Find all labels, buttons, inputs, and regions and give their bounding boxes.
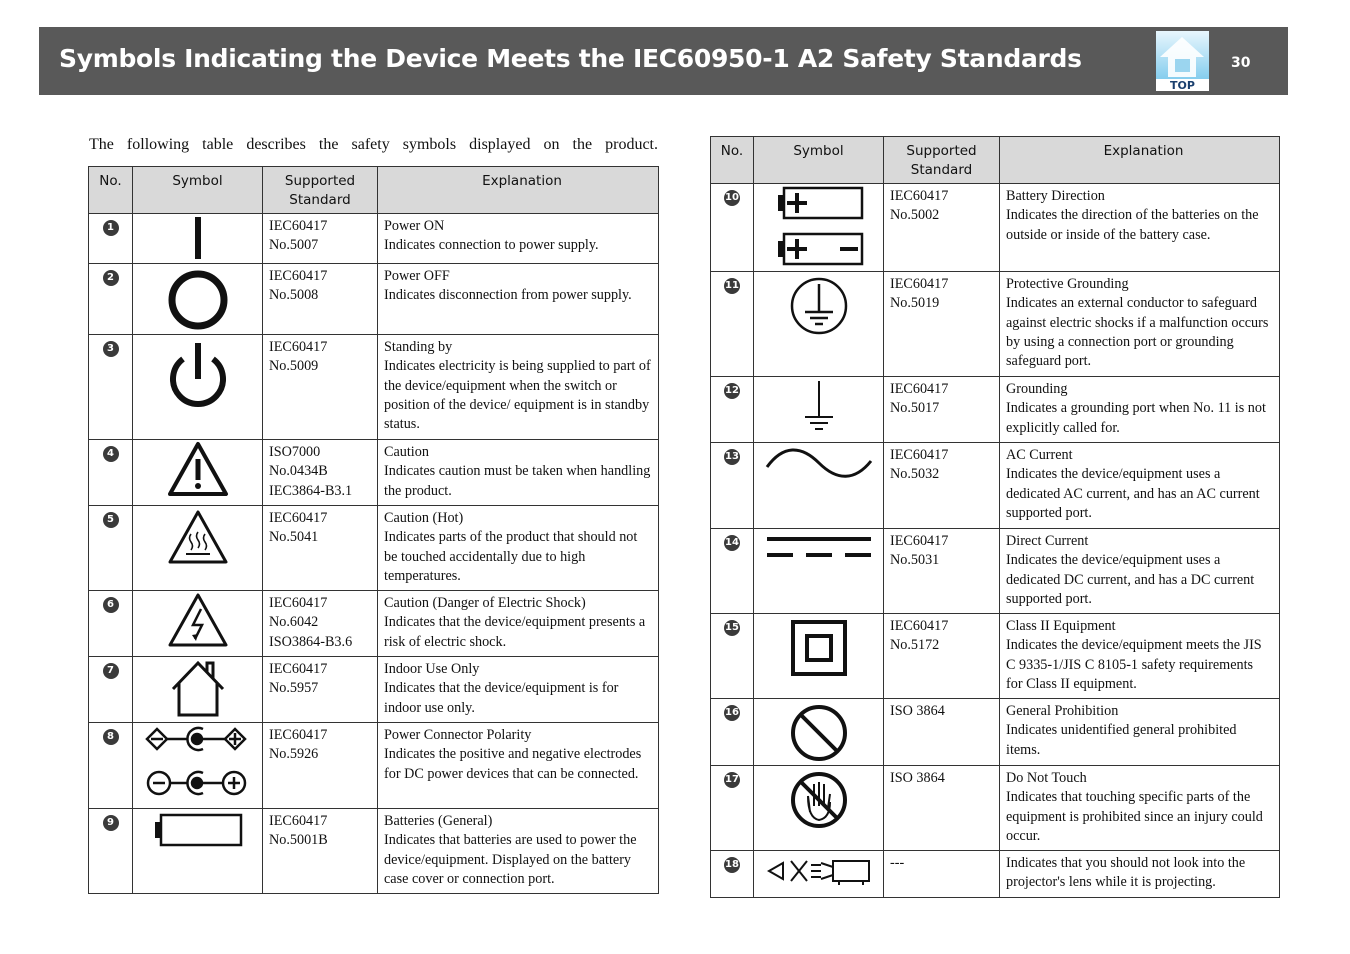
cell-text: Indicates that touching specific parts of the equipment is prohibited since an injury could occur. (1006, 789, 1263, 844)
row-number: 6 (103, 597, 119, 613)
cell-text: IEC60417 (269, 661, 328, 677)
class-ii-equipment-icon (786, 614, 852, 680)
table-row (89, 335, 659, 440)
supported-standard-cell (884, 766, 1000, 851)
cell-text: No.5002 (890, 207, 940, 224)
table-row (89, 214, 659, 264)
battery-icon (153, 809, 243, 853)
cell-text: --- (890, 855, 905, 871)
table-row (711, 272, 1280, 377)
table-row (711, 443, 1280, 529)
cell-text: IEC60417 (890, 381, 949, 397)
symbols-table-right (710, 136, 1280, 898)
cell-text: Protective Grounding (1006, 276, 1129, 292)
cell-text: AC Current (1006, 447, 1073, 463)
supported-standard-cell (884, 851, 1000, 898)
explanation-cell (378, 809, 659, 894)
explanation-cell (378, 214, 659, 264)
number-cell (89, 264, 133, 335)
symbol-cell (133, 591, 263, 657)
row-number: 10 (724, 190, 740, 206)
cell-text: IEC60417 (269, 339, 328, 355)
cell-text: Indicates the device/equipment uses a dedicated AC current, and has an AC current supported port. (1006, 466, 1260, 521)
number-cell (89, 657, 133, 723)
cell-text: IEC60417 (269, 727, 328, 743)
cell-text: Supported (284, 173, 356, 189)
dc-current-icon (763, 529, 875, 569)
row-number: 3 (103, 341, 119, 357)
cell-text: Indoor Use Only (384, 661, 480, 677)
row-number: 8 (103, 729, 119, 745)
cell-text: Indicates parts of the product that should not be touched accidentally due to high temperatures. (384, 529, 638, 584)
row-number: 9 (103, 815, 119, 831)
page-title: Symbols Indicating the Device Meets the IEC60950-1 A2 Safety Standards (59, 44, 1082, 73)
supported-standard-cell (263, 264, 378, 335)
protective-grounding-icon (786, 272, 852, 338)
cell-text: IEC60417 (269, 595, 328, 611)
number-cell (711, 766, 754, 851)
col-symbol: Symbol (133, 167, 263, 214)
symbol-cell (133, 214, 263, 264)
table-header-row (89, 167, 659, 214)
explanation-cell (378, 440, 659, 506)
cell-text: IEC60417 (890, 447, 949, 463)
power-on-icon (188, 214, 208, 260)
cell-text: Power ON (384, 218, 445, 234)
cell-text: Indicates that the device/equipment presents a risk of electric shock. (384, 614, 646, 650)
connector-polarity-icon (143, 723, 253, 799)
cell-text: Standing by (384, 339, 453, 355)
table-row (711, 377, 1280, 443)
row-number: 17 (724, 772, 740, 788)
cell-text: IEC60417 (269, 510, 328, 526)
number-cell (711, 443, 754, 529)
symbol-cell (133, 723, 263, 809)
standby-icon (165, 335, 231, 411)
svg-text:TOP: TOP (1170, 79, 1195, 91)
supported-standard-cell (263, 723, 378, 809)
table-row (89, 723, 659, 809)
row-number: 5 (103, 512, 119, 528)
indoor-use-icon (165, 657, 231, 719)
cell-text: Direct Current (1006, 533, 1089, 549)
supported-standard-cell (263, 657, 378, 723)
caution-icon (166, 440, 230, 500)
supported-standard-cell (263, 335, 378, 440)
number-cell (711, 184, 754, 272)
number-cell (89, 723, 133, 809)
explanation-cell (1000, 529, 1280, 614)
cell-text: Indicates electricity is being supplied to part of the device/equipment when the switch or position of the device/ equipment is in standby status. (384, 358, 651, 433)
cell-text: Indicates that the device/equipment is for indoor use only. (384, 680, 619, 716)
explanation-cell (378, 591, 659, 657)
do-not-touch-icon (786, 766, 852, 832)
general-prohibition-icon (786, 699, 852, 763)
cell-text: ISO3864-B3.6 (269, 633, 353, 650)
table-row (89, 264, 659, 335)
hot-surface-icon (166, 506, 230, 570)
cell-text: Power Connector Polarity (384, 727, 532, 743)
cell-text: Caution (Danger of Electric Shock) (384, 595, 586, 611)
cell-text: Supported (906, 143, 977, 159)
grounding-icon (794, 377, 844, 437)
supported-standard-cell (884, 699, 1000, 766)
row-number: 4 (103, 446, 119, 462)
cell-text: No.5017 (890, 400, 940, 417)
cell-text: Indicates that batteries are used to power the device/equipment. Displayed on the battery case cover or connection port. (384, 832, 637, 887)
table-row (89, 591, 659, 657)
supported-standard-cell (884, 614, 1000, 699)
symbol-cell (754, 272, 884, 377)
table-row (711, 851, 1280, 898)
col-standard (263, 167, 378, 214)
cell-text: No.0434B (269, 463, 328, 480)
number-cell (89, 591, 133, 657)
number-cell (89, 214, 133, 264)
ac-current-icon (763, 443, 875, 487)
explanation-cell (378, 657, 659, 723)
number-cell (89, 809, 133, 894)
supported-standard-cell (884, 529, 1000, 614)
intro-text: The following table describes the safety symbols displayed on the product. (89, 136, 658, 153)
supported-standard-cell (884, 184, 1000, 272)
row-number: 16 (724, 705, 740, 721)
table-row (89, 440, 659, 506)
symbol-cell (754, 184, 884, 272)
symbol-cell (754, 529, 884, 614)
cell-text: IEC60417 (890, 618, 949, 634)
row-number: 14 (724, 535, 740, 551)
top-link[interactable] (1156, 31, 1209, 91)
col-explanation: Explanation (378, 167, 659, 214)
cell-text: No.5172 (890, 637, 940, 654)
symbol-cell (754, 766, 884, 851)
symbol-cell (754, 443, 884, 529)
table-row (89, 809, 659, 894)
explanation-cell (1000, 614, 1280, 699)
cell-text: No.5007 (269, 237, 319, 254)
page-header (39, 27, 1288, 95)
explanation-cell (378, 506, 659, 591)
cell-text: Indicates an external conductor to safeguard against electric shocks if a malfunction occurs by using a connection port or grounding safeguard port. (1006, 295, 1269, 370)
cell-text: IEC60417 (890, 276, 949, 292)
explanation-cell (1000, 272, 1280, 377)
cell-text: IEC60417 (269, 268, 328, 284)
cell-text: IEC3864-B3.1 (269, 482, 353, 499)
number-cell (89, 440, 133, 506)
number-cell (711, 699, 754, 766)
supported-standard-cell (263, 809, 378, 894)
row-number: 12 (724, 383, 740, 399)
cell-text: IEC60417 (269, 218, 328, 234)
cell-text: Indicates the positive and negative electrodes for DC power devices that can be connected. (384, 746, 642, 782)
cell-text: No.5041 (269, 529, 319, 546)
cell-text: Indicates connection to power supply. (384, 237, 599, 254)
cell-text: Power OFF (384, 268, 450, 284)
table-row (711, 529, 1280, 614)
table-row (711, 614, 1280, 699)
supported-standard-cell (263, 214, 378, 264)
col-no: No. (89, 167, 133, 214)
symbol-cell (754, 851, 884, 898)
explanation-cell (1000, 851, 1280, 898)
col-no: No. (711, 137, 754, 184)
symbol-cell (133, 809, 263, 894)
row-number: 2 (103, 270, 119, 286)
top-icon[interactable] (1156, 31, 1209, 91)
number-cell (711, 377, 754, 443)
row-number: 7 (103, 663, 119, 679)
cell-text: IEC60417 (890, 533, 949, 549)
row-number: 1 (103, 220, 119, 236)
table-row (711, 184, 1280, 272)
number-cell (89, 506, 133, 591)
cell-text: Caution (Hot) (384, 510, 464, 526)
power-off-icon (165, 264, 231, 330)
do-not-look-into-lens-icon (763, 851, 875, 891)
symbol-cell (133, 657, 263, 723)
explanation-cell (1000, 766, 1280, 851)
row-number: 15 (724, 620, 740, 636)
number-cell (711, 614, 754, 699)
table-row (89, 657, 659, 723)
explanation-cell (1000, 184, 1280, 272)
cell-text: ISO 3864 (890, 703, 945, 719)
number-cell (711, 272, 754, 377)
symbol-cell (754, 377, 884, 443)
cell-text: Indicates caution must be taken when handling the product. (384, 463, 651, 499)
explanation-cell (378, 723, 659, 809)
supported-standard-cell (263, 591, 378, 657)
cell-text: Indicates the direction of the batteries on the outside or inside of the battery case. (1006, 207, 1259, 243)
supported-standard-cell (884, 443, 1000, 529)
cell-text: IEC60417 (890, 188, 949, 204)
cell-text: Standard (289, 192, 351, 208)
cell-text: Do Not Touch (1006, 770, 1087, 786)
table-row (711, 766, 1280, 851)
symbols-table-left (88, 166, 659, 894)
battery-direction-icon (774, 184, 864, 268)
cell-text: ISO 3864 (890, 770, 945, 786)
cell-text: Standard (910, 162, 973, 178)
symbol-cell (133, 335, 263, 440)
page-number: 30 (1231, 55, 1251, 71)
cell-text: Batteries (General) (384, 813, 493, 829)
cell-text: Caution (384, 444, 429, 460)
cell-text: Indicates the device/equipment uses a dedicated DC current, and has a DC current supported port. (1006, 552, 1255, 607)
number-cell (89, 335, 133, 440)
cell-text: No.5926 (269, 746, 319, 763)
explanation-cell (1000, 699, 1280, 766)
cell-text: Indicates unidentified general prohibited items. (1006, 722, 1237, 758)
explanation-cell (378, 335, 659, 440)
explanation-cell (1000, 377, 1280, 443)
table-row (89, 506, 659, 591)
col-explanation: Explanation (1000, 137, 1280, 184)
number-cell (711, 529, 754, 614)
symbol-cell (133, 506, 263, 591)
supported-standard-cell (263, 506, 378, 591)
cell-text: No.5032 (890, 466, 940, 483)
cell-text: Indicates a grounding port when No. 11 is not explicitly called for. (1006, 400, 1266, 436)
cell-text: Indicates that you should not look into the projector's lens while it is projecting. (1006, 855, 1246, 891)
row-number: 13 (724, 449, 740, 465)
row-number: 18 (724, 857, 740, 873)
table-header-row (711, 137, 1280, 184)
symbol-cell (133, 440, 263, 506)
cell-text: No.5001B (269, 832, 328, 849)
cell-text: General Prohibition (1006, 703, 1119, 719)
cell-text: ISO7000 (269, 444, 321, 460)
supported-standard-cell (884, 272, 1000, 377)
cell-text: No.5008 (269, 287, 319, 304)
electric-shock-icon (166, 591, 230, 651)
explanation-cell (1000, 443, 1280, 529)
col-standard (884, 137, 1000, 184)
cell-text: Grounding (1006, 381, 1068, 397)
row-number: 11 (724, 278, 740, 294)
cell-text: Battery Direction (1006, 188, 1105, 204)
cell-text: No.5019 (890, 295, 940, 312)
cell-text: IEC60417 (269, 813, 328, 829)
cell-text: No.5009 (269, 358, 319, 375)
explanation-cell (378, 264, 659, 335)
number-cell (711, 851, 754, 898)
symbol-cell (754, 614, 884, 699)
supported-standard-cell (884, 377, 1000, 443)
symbol-cell (133, 264, 263, 335)
table-row (711, 699, 1280, 766)
cell-text: No.5031 (890, 552, 940, 569)
cell-text: No.6042 (269, 614, 319, 631)
supported-standard-cell (263, 440, 378, 506)
col-symbol: Symbol (754, 137, 884, 184)
cell-text: Indicates the device/equipment meets the JIS C 9335-1/JIS C 8105-1 safety requirements for Class II equipment. (1006, 637, 1262, 692)
cell-text: Class II Equipment (1006, 618, 1116, 634)
cell-text: No.5957 (269, 680, 319, 697)
cell-text: Indicates disconnection from power supply. (384, 287, 632, 304)
symbol-cell (754, 699, 884, 766)
